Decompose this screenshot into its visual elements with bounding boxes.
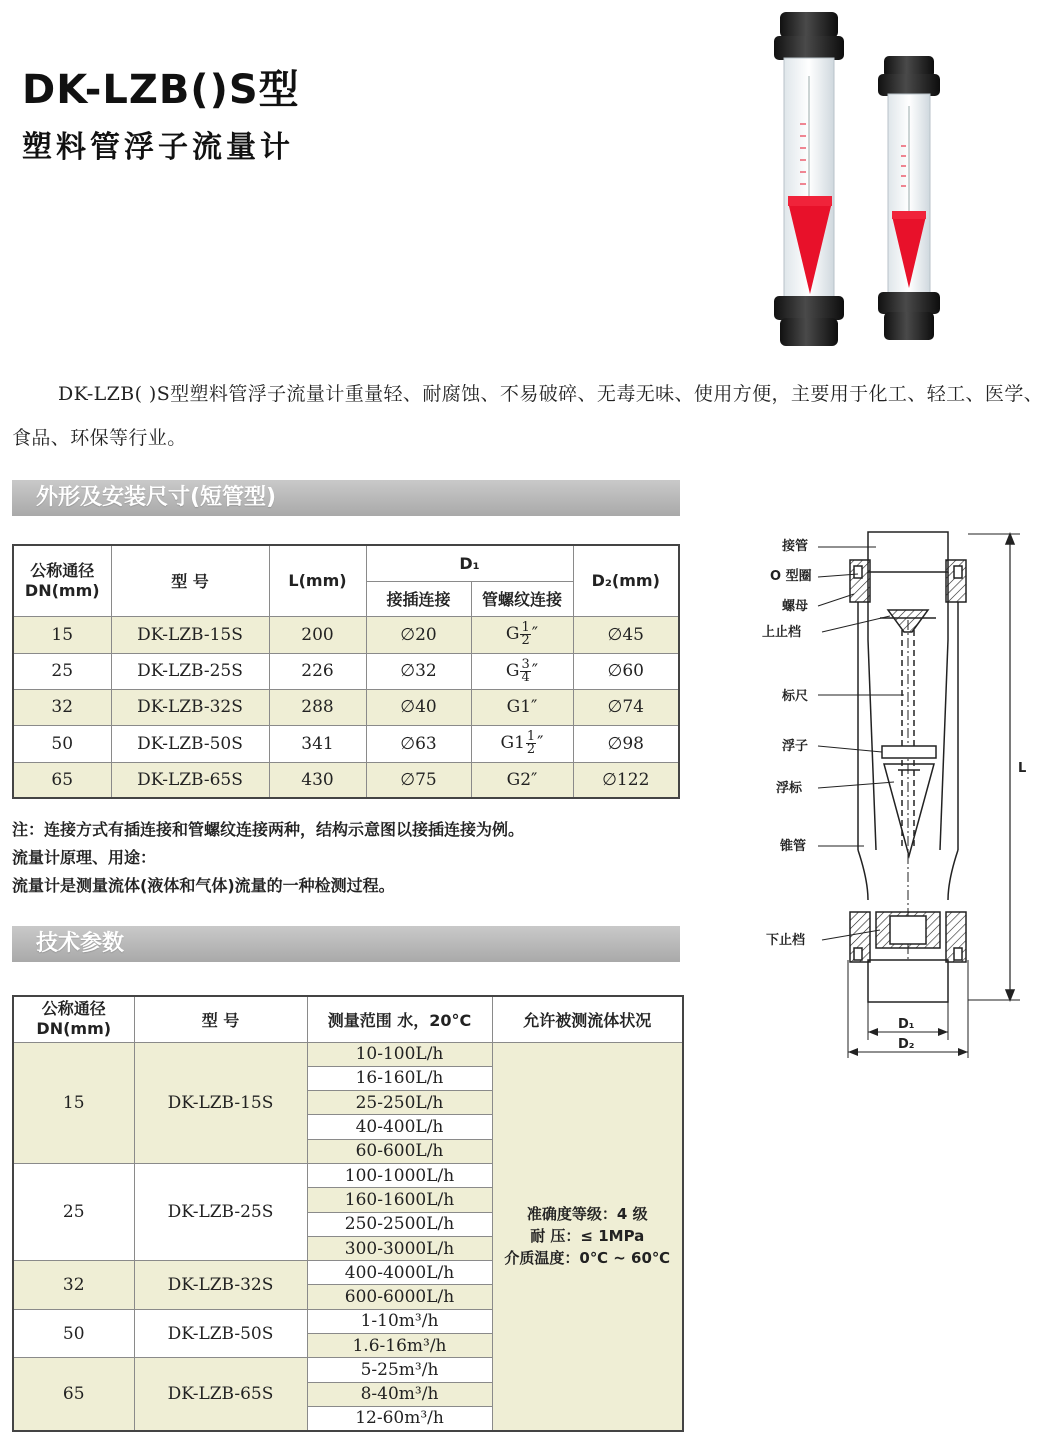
- cell-range: 400-4000L/h: [307, 1261, 492, 1285]
- cell-dn: 25: [13, 653, 111, 689]
- note-line: 流量计是测量流体(液体和气体)流量的一种检测过程。: [12, 876, 395, 895]
- col-d2: D₂(mm): [573, 545, 679, 616]
- fraction-denominator: 2: [526, 742, 536, 757]
- label-pipe: 接管: [782, 539, 809, 554]
- thread-fraction: [520, 622, 530, 647]
- tall-meter: [774, 12, 844, 346]
- spec-pressure: 耐 压：≤ 1MPa: [530, 1227, 645, 1246]
- short-meter: [878, 56, 940, 340]
- intro-paragraph: DK-LZB( )S型塑料管浮子流量计重量轻、耐腐蚀、不易破碎、无毒无味、使用方便，主要用于化工、轻工、医学、食品、环保等行业。: [12, 383, 1044, 449]
- cell-range: 10-100L/h: [307, 1042, 492, 1066]
- notes: [12, 816, 692, 900]
- cell-l: 341: [269, 725, 366, 762]
- table-row: [13, 616, 679, 653]
- col-model: 型 号: [111, 545, 269, 616]
- cell-range: 250-2500L/h: [307, 1212, 492, 1236]
- cell-dn: 15: [13, 616, 111, 653]
- cell-thread: [471, 725, 573, 762]
- thread-prefix: G: [505, 660, 520, 681]
- cell-model: DK-LZB-25S: [134, 1163, 307, 1260]
- cell-dn: 25: [13, 1163, 134, 1260]
- product-subtitle: 塑料管浮子流量计: [22, 130, 294, 165]
- cell-thread: [471, 653, 573, 689]
- col-dn: 公称通径 DN(mm): [13, 996, 134, 1042]
- cell-d2: ∅45: [573, 616, 679, 653]
- label-scale: 标尺: [782, 689, 809, 704]
- cell-thread: [471, 616, 573, 653]
- col-fluid: 允许被测流体状况: [492, 996, 683, 1042]
- thread-prefix: G: [505, 624, 520, 644]
- cell-dn: 15: [13, 1042, 134, 1163]
- cell-socket: ∅63: [366, 725, 471, 762]
- product-title: DK-LZB()S型: [22, 67, 300, 113]
- cell-l: 226: [269, 653, 366, 689]
- fraction-denominator: 4: [521, 669, 530, 685]
- cell-thread: G1″: [471, 689, 573, 725]
- label-dim-d1: D₁: [898, 1017, 915, 1032]
- note-line: 流量计原理、用途：: [12, 848, 157, 867]
- label-float: 浮子: [782, 739, 809, 754]
- label-float-marker: 浮标: [776, 781, 803, 796]
- cell-d2: ∅74: [573, 689, 679, 725]
- cell-l: 430: [269, 762, 366, 798]
- cell-model: DK-LZB-65S: [134, 1358, 307, 1431]
- cell-l: 288: [269, 689, 366, 725]
- thread-prefix: G1: [500, 733, 525, 753]
- thread-fraction: [520, 656, 530, 685]
- spec-temperature: 介质温度：0℃ ~ 60℃: [504, 1249, 671, 1268]
- cell-range: 8-40m³/h: [307, 1382, 492, 1406]
- cell-model: DK-LZB-50S: [111, 725, 269, 762]
- cell-thread: G2″: [471, 762, 573, 798]
- note-line: 注：连接方式有插连接和管螺纹连接两种，结构示意图以接插连接为例。: [12, 820, 525, 839]
- col-range: 测量范围 水，20°C: [307, 996, 492, 1042]
- cell-socket: ∅32: [366, 653, 471, 689]
- thread-fraction: [526, 731, 536, 756]
- label-lower-stop: 下止档: [766, 933, 806, 948]
- table-row: [13, 1042, 683, 1066]
- cell-model: DK-LZB-25S: [111, 653, 269, 689]
- table-row: [13, 689, 679, 725]
- label-nut: 螺母: [782, 599, 809, 614]
- section-title-dimensions: 外形及安装尺寸(短管型): [12, 480, 680, 516]
- cell-fluid-specs: [492, 1042, 683, 1431]
- fraction-numerator: 1: [521, 620, 530, 635]
- col-model: 型 号: [134, 996, 307, 1042]
- cell-dn: 50: [13, 1309, 134, 1358]
- cell-range: 60-600L/h: [307, 1139, 492, 1163]
- fraction-denominator: 2: [521, 633, 530, 648]
- cell-model: DK-LZB-32S: [111, 689, 269, 725]
- col-dn: 公称通径 DN(mm): [13, 545, 111, 616]
- cell-range: 16-160L/h: [307, 1066, 492, 1090]
- cell-range: 40-400L/h: [307, 1115, 492, 1139]
- fraction-numerator: 3: [521, 656, 530, 672]
- table-row: [13, 762, 679, 798]
- cell-range: 12-60m³/h: [307, 1406, 492, 1430]
- section-title-specs: 技术参数: [12, 926, 680, 962]
- cell-range: 1.6-16m³/h: [307, 1334, 492, 1358]
- cell-model: DK-LZB-65S: [111, 762, 269, 798]
- cell-range: 5-25m³/h: [307, 1358, 492, 1382]
- col-l: L(mm): [269, 545, 366, 616]
- specs-table: [12, 995, 684, 1432]
- cell-range: 160-1600L/h: [307, 1188, 492, 1212]
- cell-dn: 65: [13, 1358, 134, 1431]
- label-dim-d2: D₂: [898, 1037, 915, 1052]
- cell-dn: 32: [13, 1261, 134, 1310]
- col-d1: D₁: [366, 545, 573, 581]
- dimensions-table: [12, 544, 680, 799]
- cell-model: DK-LZB-50S: [134, 1309, 307, 1358]
- label-dim-l: L: [1018, 761, 1027, 776]
- cell-socket: ∅75: [366, 762, 471, 798]
- cell-socket: ∅40: [366, 689, 471, 725]
- label-upper-stop: 上止档: [762, 625, 802, 640]
- label-cone-tube: 锥管: [780, 839, 807, 854]
- spec-accuracy: 准确度等级：4 级: [526, 1205, 648, 1224]
- cell-l: 200: [269, 616, 366, 653]
- col-d1-thread: 管螺纹连接: [471, 581, 573, 616]
- cell-dn: 50: [13, 725, 111, 762]
- table-row: [13, 653, 679, 689]
- cell-range: 1-10m³/h: [307, 1309, 492, 1333]
- col-d1-socket: 接插连接: [366, 581, 471, 616]
- table-row: [13, 725, 679, 762]
- thread-suffix: ″: [537, 733, 544, 753]
- cell-range: 100-1000L/h: [307, 1163, 492, 1187]
- cell-model: DK-LZB-32S: [134, 1261, 307, 1310]
- cell-d2: ∅98: [573, 725, 679, 762]
- thread-suffix: ″: [531, 660, 539, 681]
- cell-socket: ∅20: [366, 616, 471, 653]
- cell-model: DK-LZB-15S: [134, 1042, 307, 1163]
- cell-range: 600-6000L/h: [307, 1285, 492, 1309]
- cell-dn: 65: [13, 762, 111, 798]
- cell-d2: ∅122: [573, 762, 679, 798]
- cell-range: 300-3000L/h: [307, 1236, 492, 1260]
- fraction-numerator: 1: [526, 729, 536, 744]
- cell-model: DK-LZB-15S: [111, 616, 269, 653]
- thread-suffix: ″: [531, 624, 539, 644]
- cell-d2: ∅60: [573, 653, 679, 689]
- cell-dn: 32: [13, 689, 111, 725]
- label-oring: O 型圈: [770, 569, 812, 584]
- product-photo: [760, 6, 960, 348]
- cell-range: 25-250L/h: [307, 1091, 492, 1115]
- structure-diagram: [758, 520, 1048, 1070]
